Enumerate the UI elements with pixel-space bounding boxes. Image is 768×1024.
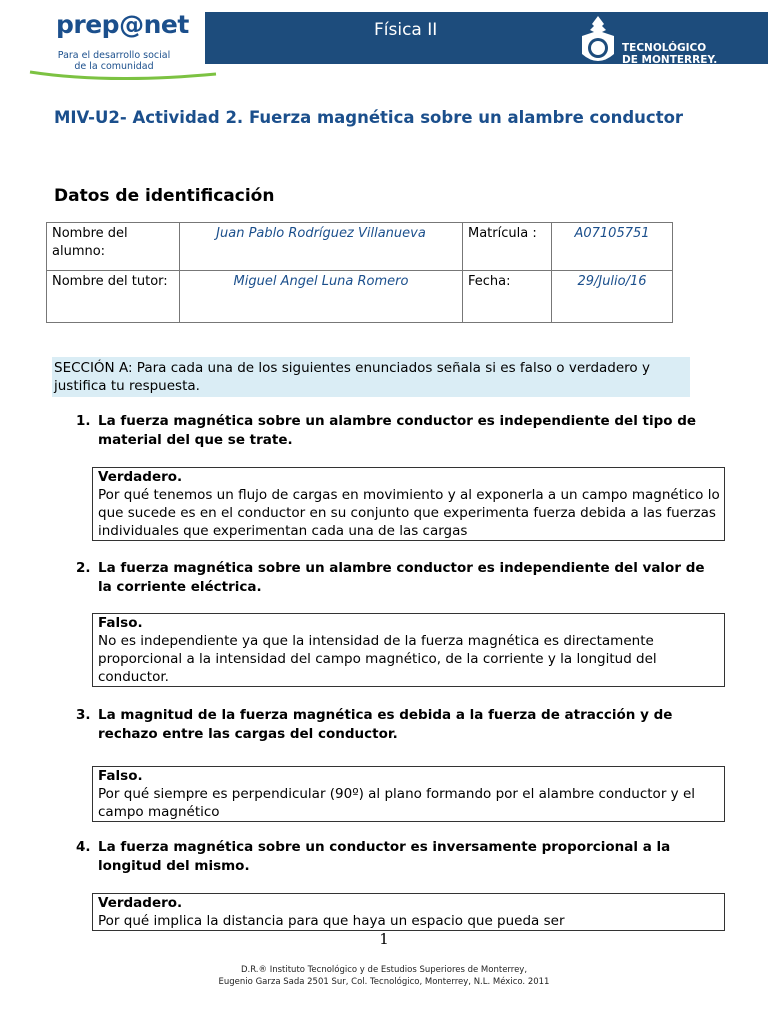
page-number: 1 bbox=[379, 930, 389, 948]
answer-verdict: Verdadero. bbox=[98, 895, 183, 911]
tutor-value: Miguel Angel Luna Romero bbox=[180, 271, 463, 323]
matricula-value: A07105751 bbox=[552, 223, 673, 271]
tutor-label: Nombre del tutor: bbox=[47, 271, 180, 323]
id-section-heading: Datos de identificación bbox=[54, 186, 275, 206]
student-label: Nombre del alumno: bbox=[47, 223, 180, 271]
date-value: 29/Julio/16 bbox=[552, 271, 673, 323]
question-text: La magnitud de la fuerza magnética es debida a la fuerza de atracción y de rechazo entre las cargas del conductor. bbox=[98, 707, 673, 742]
question-number: 1. bbox=[76, 413, 91, 429]
footer-line2: Eugenio Garza Sada 2501 Sur, Col. Tecnológico, Monterrey, N.L. México. 2011 bbox=[218, 977, 550, 987]
course-title: Física II bbox=[374, 20, 438, 40]
answer-verdict: Falso. bbox=[98, 768, 143, 784]
tec-wordmark bbox=[622, 42, 717, 66]
answer-box-1 bbox=[92, 467, 725, 541]
logo-wordmark: prep@net bbox=[56, 10, 189, 39]
question-text: La fuerza magnética sobre un alambre conductor es independiente del tipo de material del que se trate. bbox=[98, 413, 697, 448]
swoosh-icon bbox=[28, 64, 218, 84]
footer-line1: D.R.® Instituto Tecnológico y de Estudios Superiores de Monterrey, bbox=[240, 965, 528, 975]
answer-text: No es independiente ya que la intensidad de la fuerza magnética es directamente proporcional a la intensidad del campo magnético, de la corriente y la longitud del conductor. bbox=[98, 633, 657, 685]
student-value: Juan Pablo Rodríguez Villanueva bbox=[180, 223, 463, 271]
question-number: 3. bbox=[76, 707, 91, 723]
answer-box-3 bbox=[92, 766, 725, 822]
prepanet-logo bbox=[0, 0, 200, 90]
id-table bbox=[46, 222, 673, 323]
tec-shield-icon bbox=[578, 14, 618, 70]
answer-box-2 bbox=[92, 613, 725, 687]
tec-wordmark-line2: DE MONTERREY. bbox=[622, 54, 718, 66]
answer-verdict: Falso. bbox=[98, 615, 143, 631]
date-label: Fecha: bbox=[463, 271, 552, 323]
table-row bbox=[47, 271, 673, 323]
question-number: 2. bbox=[76, 560, 91, 576]
table-row bbox=[47, 223, 673, 271]
page-header bbox=[0, 0, 768, 90]
activity-title: MIV-U2- Actividad 2. Fuerza magnética sobre un alambre conductor bbox=[54, 108, 684, 127]
answer-text: Por qué siempre es perpendicular (90º) al plano formando por el alambre conductor y el campo magnético bbox=[98, 786, 695, 820]
logo-tagline-line1: Para el desarrollo social bbox=[57, 50, 171, 61]
answer-box-4 bbox=[92, 893, 725, 931]
answer-verdict: Verdadero. bbox=[98, 469, 183, 485]
answer-text: Por qué implica la distancia para que haya un espacio que pueda ser bbox=[98, 913, 565, 929]
section-a-instructions: SECCIÓN A: Para cada una de los siguientes enunciados señala si es falso o verdadero y justifica tu respuesta. bbox=[52, 357, 690, 397]
question-text: La fuerza magnética sobre un conductor es inversamente proporcional a la longitud del mismo. bbox=[98, 839, 671, 874]
question-text: La fuerza magnética sobre un alambre conductor es independiente del valor de la corriente eléctrica. bbox=[98, 560, 705, 595]
tec-wordmark-line1: TECNOLÓGICO bbox=[622, 42, 707, 54]
answer-text: Por qué tenemos un flujo de cargas en movimiento y al exponerla a un campo magnético lo que sucede es en el conductor en su conjunto que experimenta fuerza debida a las fuerzas individuales que experimentan cada una de las cargas bbox=[98, 487, 720, 539]
logo-tagline-line2: de la comunidad bbox=[74, 61, 154, 72]
question-number: 4. bbox=[76, 839, 91, 855]
page-footer bbox=[0, 964, 768, 988]
matricula-label: Matrícula : bbox=[463, 223, 552, 271]
